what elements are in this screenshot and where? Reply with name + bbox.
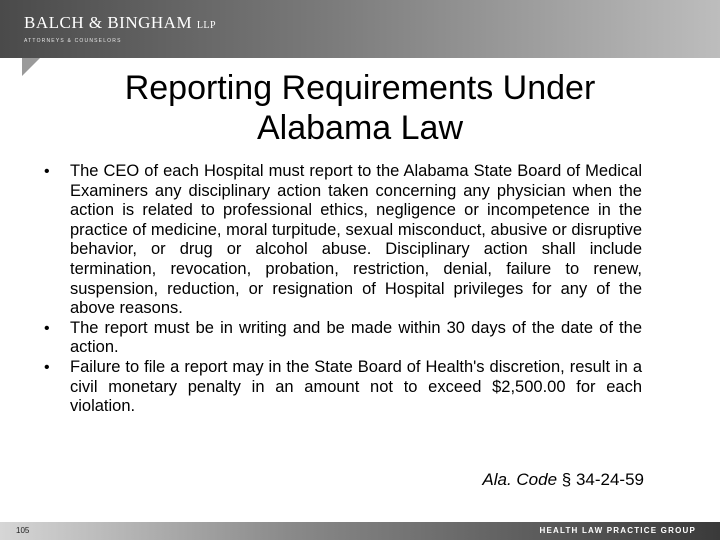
citation-section: § 34-24-59: [557, 470, 644, 489]
header-corner-wedge: [22, 58, 40, 76]
logo-suffix: LLP: [196, 20, 217, 31]
bullet-text: The CEO of each Hospital must report to the Alabama State Board of Medical Examiners any disciplinary action taken concerning any physician when the action is related to professional ethics, negligence or incompetence in the practice of medicine, moral turpitude, sexual misconduct, abusive or disruptive behavior, or drug or alcohol abuse. Disciplinary action shall include termination, revocation, probation, restriction, denial, failure to renew, suspension, reduction, or resignation of Hospital privileges for any of the above reasons.: [70, 162, 642, 318]
logo-wordmark: [24, 14, 216, 35]
citation-code: Ala. Code: [482, 470, 558, 489]
bullet-icon: •: [44, 319, 50, 337]
firm-logo: [24, 14, 216, 44]
logo-tagline: ATTORNEYS & COUNSELORS: [24, 38, 122, 44]
bullet-item: [40, 162, 642, 319]
slide-title: [60, 68, 660, 148]
bullet-list: [40, 162, 642, 417]
legal-citation: [300, 470, 644, 490]
bullet-text: Failure to file a report may in the State Board of Health's discretion, result in a civil monetary penalty in an amount not to exceed $2,500.00 for each violation.: [70, 357, 642, 416]
footer-band: [0, 522, 720, 540]
slide-title-line-1: Reporting Requirements Under: [124, 69, 596, 107]
bullet-item: [40, 319, 642, 358]
bullet-icon: •: [44, 163, 50, 180]
practice-group-label: HEALTH LAW PRACTICE GROUP: [539, 526, 696, 535]
header-band: [0, 0, 720, 58]
bullet-icon: •: [44, 358, 50, 376]
bullet-text: The report must be in writing and be made within 30 days of the date of the action.: [70, 318, 642, 357]
bullet-item: [40, 358, 642, 417]
slide-title-line-2: Alabama Law: [256, 109, 463, 147]
page-number: 105: [16, 526, 30, 535]
logo-name: BALCH & BINGHAM: [24, 13, 193, 32]
